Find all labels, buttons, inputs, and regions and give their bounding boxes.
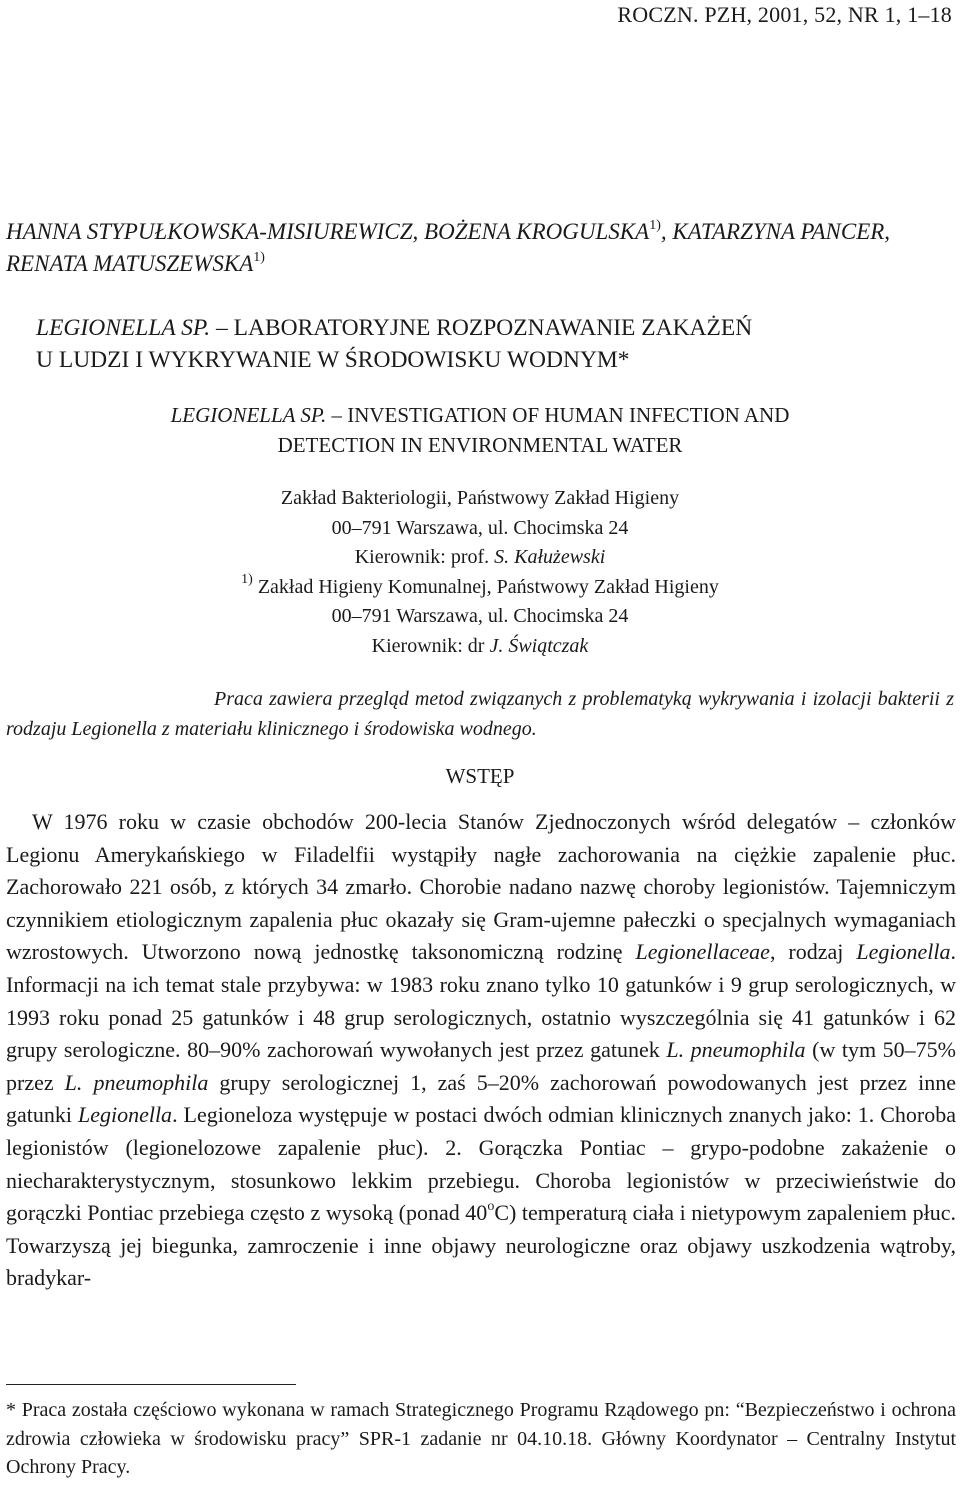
- head-1: [0, 543, 960, 573]
- abstract: Praca zawiera przegląd metod związanych z problematyką wykrywania i izolacji bakterii z rodzaju Legionella z materiału klinicznego i środowiska wodnego.: [6, 688, 954, 740]
- affiliation-mark: 1): [241, 571, 253, 587]
- address-2: 00–791 Warszawa, ul. Chocimska 24: [331, 605, 629, 627]
- head-2: [0, 632, 960, 662]
- title-english-rest: – INVESTIGATION OF HUMAN INFECTION AND: [326, 403, 790, 427]
- title-polish-rest: – LABORATORYJNE ROZPOZNAWANIE ZAKAŻEŃ: [210, 315, 753, 341]
- body-text-run: , rodzaj: [769, 939, 857, 965]
- running-head: ROCZN. PZH, 2001, 52, NR 1, 1–18: [617, 2, 952, 27]
- title-english: [0, 400, 960, 460]
- section-heading: WSTĘP: [445, 764, 515, 788]
- institution-1: Zakład Bakteriologii, Państwowy Zakład Higieny: [280, 487, 680, 509]
- affiliation-mark: 1): [253, 250, 265, 265]
- taxon-genus: Legionella: [77, 1102, 173, 1128]
- affiliations: [0, 484, 960, 661]
- body-text-run: . Legioneloza występuje w postaci dwóch odmian klinicznych znanych jako: 1. Choroba legionistów (legionelozowe zapalenie płuc). 2. Gorączka Pontiac – grypo-podobne zakażenie o niecharakterystycznym, stosunkowo lekkim przebiegu. Choroba legionistów w przeciwieństwie do gorączki Pontiac przebiega często z wysoką (ponad 40: [6, 1102, 956, 1226]
- title-genus: LEGIONELLA SP.: [170, 403, 327, 427]
- head-2-label: Kierownik: dr: [371, 634, 490, 657]
- head-2-name: J. Świątczak: [489, 634, 589, 657]
- degree-mark: o: [487, 1199, 495, 1215]
- title-english-line-2: DETECTION IN ENVIRONMENTAL WATER: [277, 433, 683, 457]
- footnote: * Praca została częściowo wykonana w ramach Strategicznego Programu Rządowego pn: “Bezpieczeństwo i ochrona zdrowia człowieka w środowisku pracy” SPR-1 zadanie nr 04.10.18. Główny Koordynator – Centralny Instytut Ochrony Pracy.: [6, 1399, 956, 1478]
- body-text-run: C) temperaturą ciała i nietypowym zapaleniem płuc. Towarzyszą jej biegunka, zamroczenie i inne objawy neurologiczne oraz objawy uszkodzenia wątroby, bradykar-: [6, 1200, 956, 1291]
- address-1: 00–791 Warszawa, ul. Chocimska 24: [331, 516, 629, 539]
- title-polish: [36, 312, 936, 376]
- head-1-name: S. Kałużewski: [494, 546, 606, 568]
- taxon-species: L. pneumophila: [666, 1037, 806, 1063]
- body-text-run: (w tym 50–75% przez: [6, 1037, 957, 1095]
- author-list: [6, 216, 946, 280]
- affiliation-mark: 1): [649, 218, 661, 233]
- title-english-line-1: [0, 400, 960, 430]
- body-text-run: grupy serologicznej 1, zaś 5–20% zachorowań powodowanych jest przez inne gatunki: [6, 1069, 956, 1128]
- taxon-species: L. pneumophila: [64, 1069, 209, 1095]
- author-names-1: HANNA STYPUŁKOWSKA-MISIUREWICZ, BOŻENA KROGULSKA: [6, 219, 650, 244]
- institution-2: [0, 573, 960, 603]
- body-text-run: W 1976 roku w czasie obchodów 200-lecia Stanów Zjednoczonych wśród delegatów – członków Legionu Amerykańskiego w Filadelfii wystąpiły nagłe zachorowania na ciężkie zapalenie płuc. Zachorowało 221 osób, z których 34 zmarło. Chorobie nadano nazwę choroby legionistów. Tajemniczym czynnikiem etiologicznym zapalenia płuc okazały się Gram-ujemne pałeczki o specjalnych wymaganiach wzrostowych. Utworzono nową jednostkę taksonomiczną rodzinę: [6, 809, 956, 965]
- institution-2-name: Zakład Higieny Komunalnej, Państwowy Zakład Higieny: [252, 575, 719, 598]
- body-text-run: . Informacji na ich temat stale przybywa: w 1983 roku znano tylko 10 gatunków i 9 grup serologicznych, w 1993 roku ponad 25 gatunków i 48 grup serologicznych, ostatnio wyszczególnia się 41 gatunków i 62 grupy serologiczne. 80–90% zachorowań wywołanych jest przez gatunek: [6, 939, 956, 1063]
- taxon-family: Legionellaceae: [635, 939, 770, 965]
- title-genus: LEGIONELLA SP.: [36, 315, 211, 341]
- body-paragraph: [6, 806, 956, 1295]
- title-polish-line-2: U LUDZI I WYKRYWANIE W ŚRODOWISKU WODNYM*: [36, 347, 630, 373]
- footnote-divider: [6, 1384, 296, 1385]
- head-1-label: Kierownik: prof.: [354, 546, 495, 568]
- taxon-genus: Legionella: [856, 939, 951, 965]
- title-polish-line-1: [36, 312, 936, 344]
- author-names-2: , KATARZYNA PANCER, RENATA MATUSZEWSKA: [6, 219, 891, 276]
